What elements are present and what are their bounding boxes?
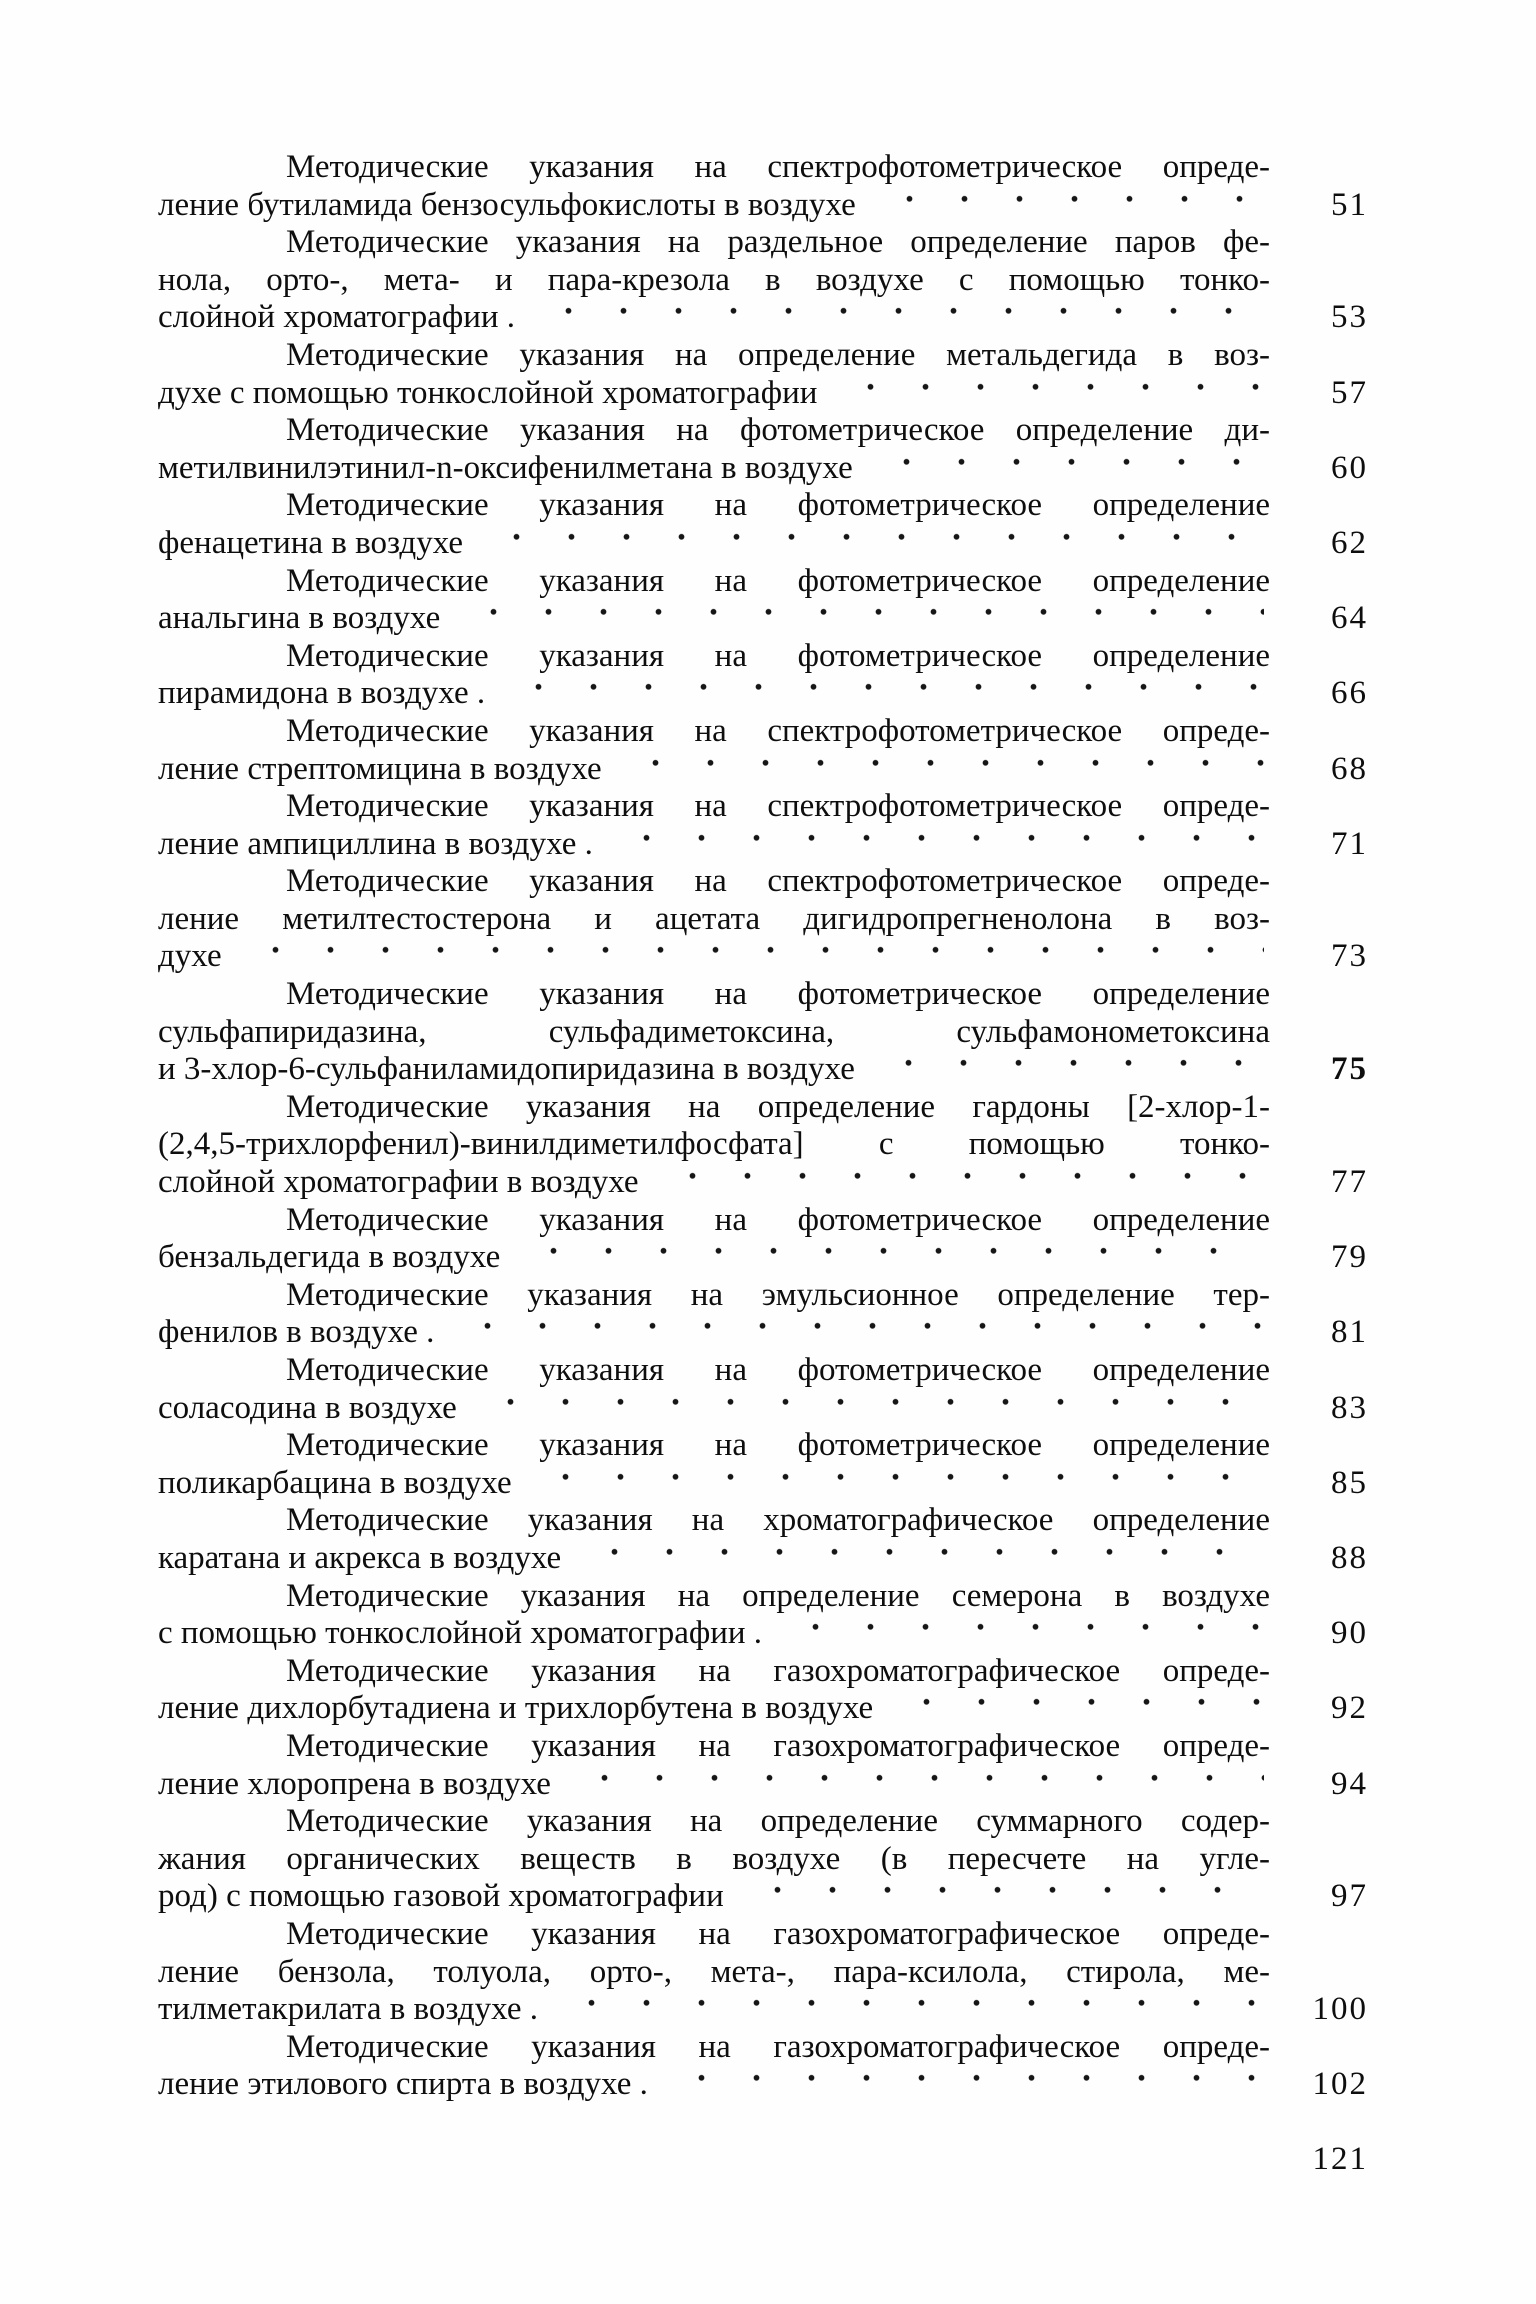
toc-page-number: 79 [1331, 1239, 1368, 1276]
dot-leader [881, 1051, 1264, 1089]
toc-entry [158, 1277, 1368, 1352]
dot-leader [526, 1239, 1264, 1277]
toc-line-text: Методические указания на газохроматографическое опреде- [286, 2028, 1270, 2065]
toc-line [158, 1803, 1270, 1841]
toc-line [158, 713, 1270, 751]
toc-line-text: ление бензола, толуола, орто-, мета-, пара-ксилола, стирола, ме- [158, 1953, 1270, 1990]
toc-line-text: поликарбацина в воздухе [158, 1464, 512, 1501]
toc-line [158, 1878, 1368, 1916]
toc-line [158, 1465, 1368, 1503]
toc-line [158, 262, 1270, 300]
toc-line-text: Методические указания на фотометрическое определение [286, 1427, 1270, 1464]
toc-line-text: с помощью тонкослойной хроматографии . [158, 1615, 763, 1652]
toc-page-number: 83 [1331, 1389, 1368, 1426]
toc-line [158, 938, 1368, 976]
toc-line [158, 299, 1368, 337]
toc-line [158, 1615, 1368, 1653]
toc-line-text: Методические указания на определение семерона в воздухе [286, 1577, 1270, 1614]
toc-page-number: 68 [1331, 750, 1368, 787]
toc-entry [158, 2029, 1368, 2104]
toc [158, 149, 1368, 2178]
toc-page-number: 51 [1331, 186, 1368, 223]
toc-line-text: анальгина в воздухе [158, 600, 441, 637]
toc-line [158, 1277, 1270, 1315]
toc-page-number: 71 [1331, 825, 1368, 862]
toc-line-text: Методические указания на раздельное определение паров фе- [286, 224, 1270, 261]
toc-entry [158, 1202, 1368, 1277]
toc-line [158, 1014, 1270, 1052]
toc-line-text: тилметакрилата в воздухе . [158, 1991, 538, 2028]
dot-leader [466, 600, 1264, 638]
toc-entry [158, 1427, 1368, 1502]
toc-line [158, 375, 1368, 413]
toc-entry [158, 149, 1368, 224]
toc-entry [158, 863, 1368, 976]
toc-line [158, 976, 1270, 1014]
toc-line-text: жания органических веществ в воздухе (в пересчете на угле- [158, 1840, 1270, 1877]
toc-entry [158, 1653, 1368, 1728]
toc-line-text: пирамидона в воздухе . [158, 675, 486, 712]
dot-leader [899, 1690, 1264, 1728]
toc-line-text: каратана и акрекса в воздухе [158, 1539, 562, 1576]
dot-leader [882, 187, 1264, 225]
dot-leader [460, 1314, 1264, 1352]
toc-line [158, 1578, 1270, 1616]
toc-page-number: 60 [1331, 449, 1368, 486]
toc-entry [158, 412, 1368, 487]
toc-line-text: Методические указания на газохроматографическое опреде- [286, 1915, 1270, 1952]
dot-leader [489, 525, 1264, 563]
toc-line [158, 2029, 1270, 2067]
toc-line-text: Методические указания на фотометрическое определение [286, 562, 1270, 599]
toc-page-number: 81 [1331, 1314, 1368, 1351]
toc-line-text: фенилов в воздухе . [158, 1314, 435, 1351]
toc-entry [158, 224, 1368, 337]
toc-line-text: Методические указания на газохроматографическое опреде- [286, 1727, 1270, 1764]
toc-line [158, 788, 1270, 826]
toc-line [158, 1427, 1270, 1465]
dot-leader [577, 1766, 1264, 1804]
toc-line-text: Методические указания на определение метальдегида в воз- [286, 336, 1270, 373]
toc-page-number: 62 [1331, 524, 1368, 561]
toc-page-number: 66 [1331, 675, 1368, 712]
toc-page-number: 97 [1331, 1878, 1368, 1915]
toc-line [158, 1916, 1270, 1954]
toc-line-text: ление этилового спирта в воздухе . [158, 2066, 648, 2103]
toc-line [158, 412, 1270, 450]
toc-line [158, 1690, 1368, 1728]
toc-line [158, 487, 1270, 525]
toc-entry [158, 638, 1368, 713]
toc-line [158, 149, 1270, 187]
toc-line [158, 224, 1270, 262]
toc-entry [158, 1089, 1368, 1202]
toc-line [158, 1390, 1368, 1428]
toc-line-text: слойной хроматографии в воздухе [158, 1164, 639, 1201]
toc-line-text: Методические указания на спектрофотометрическое опреде- [286, 712, 1270, 749]
toc-line [158, 563, 1270, 601]
toc-line-text: Методические указания на фотометрическое определение [286, 637, 1270, 674]
toc-page-number: 57 [1331, 374, 1368, 411]
toc-line [158, 525, 1368, 563]
toc-page-number: 85 [1331, 1464, 1368, 1501]
toc-line [158, 1954, 1270, 1992]
toc-line-text: метилвинилэтинил-n-оксифенилметана в воздухе [158, 449, 853, 486]
toc-line-text: Методические указания на фотометрическое определение [286, 1201, 1270, 1238]
dot-leader [538, 1465, 1264, 1503]
toc-line [158, 675, 1368, 713]
toc-page-number: 94 [1331, 1765, 1368, 1802]
dot-leader [750, 1878, 1264, 1916]
toc-line [158, 638, 1270, 676]
toc-line-text: Методические указания на фотометрическое определение [286, 1352, 1270, 1388]
toc-entry [158, 1728, 1368, 1803]
toc-line-text: Методические указания на фотометрическое определение [286, 976, 1270, 1013]
toc-line-text: сульфапиридазина, сульфадиметоксина, сульфамонометоксина [158, 1013, 1270, 1050]
toc-line [158, 1051, 1368, 1089]
toc-line [158, 1352, 1270, 1390]
toc-page-number: 92 [1331, 1690, 1368, 1727]
toc-line [158, 2066, 1368, 2104]
dot-leader [879, 450, 1264, 488]
toc-line-text: Методические указания на фотометрическое определение ди- [286, 412, 1270, 449]
toc-line [158, 187, 1368, 225]
toc-line [158, 1089, 1270, 1127]
toc-line-text: ление хлоропрена в воздухе [158, 1765, 551, 1802]
toc-entry [158, 1803, 1368, 1916]
toc-line-text: и 3-хлор-6-сульфаниламидопиридазина в воздухе [158, 1051, 855, 1088]
dot-leader [564, 1991, 1264, 2029]
toc-line [158, 600, 1368, 638]
toc-line-text: духе с помощью тонкослойной хроматографии [158, 374, 818, 411]
toc-line-text: Методические указания на определение гардоны [2-хлор-1- [286, 1088, 1270, 1125]
toc-line [158, 1202, 1270, 1240]
toc-line [158, 1991, 1368, 2029]
toc-entry [158, 788, 1368, 863]
toc-line-text: Методические указания на спектрофотометрическое опреде- [286, 149, 1270, 185]
toc-line [158, 1766, 1368, 1804]
toc-entry [158, 1578, 1368, 1653]
toc-line-text: ление дихлорбутадиена и трихлорбутена в воздухе [158, 1690, 874, 1727]
toc-page-number: 53 [1331, 299, 1368, 336]
toc-page-number: 100 [1312, 1991, 1368, 2028]
toc-line-text: род) с помощью газовой хроматографии [158, 1878, 724, 1915]
toc-line [158, 1164, 1368, 1202]
toc-entry [158, 976, 1368, 1089]
folio-page-number: 121 [1312, 2140, 1368, 2177]
toc-line-text: Методические указания на фотометрическое определение [286, 487, 1270, 524]
toc-line-text: ление стрептомицина в воздухе [158, 750, 602, 787]
dot-leader [511, 675, 1264, 713]
toc-line [158, 1502, 1270, 1540]
toc-line-text: духе [158, 938, 222, 975]
toc-line [158, 751, 1368, 789]
toc-line [158, 1314, 1368, 1352]
toc-line [158, 1239, 1368, 1277]
dot-leader [587, 1540, 1264, 1578]
toc-page-number: 90 [1331, 1615, 1368, 1652]
toc-page-number: 102 [1312, 2066, 1368, 2103]
dot-leader [619, 826, 1264, 864]
toc-line [158, 826, 1368, 864]
toc-line-text: Методические указания на спектрофотометрическое опреде- [286, 863, 1270, 900]
dot-leader [674, 2066, 1264, 2104]
toc-page-number: 77 [1331, 1164, 1368, 1201]
toc-line [158, 901, 1270, 939]
toc-line-text: ление бутиламида бензосульфокислоты в воздухе [158, 186, 856, 223]
toc-page-number: 73 [1331, 938, 1368, 975]
dot-leader [483, 1390, 1264, 1428]
toc-page-number: 64 [1331, 600, 1368, 637]
toc-line [158, 1653, 1270, 1691]
toc-line [158, 450, 1368, 488]
toc-line [158, 1841, 1270, 1879]
toc-line-text: (2,4,5-трихлорфенил)-винилдиметилфосфата] с помощью тонко- [158, 1126, 1270, 1163]
toc-line [158, 863, 1270, 901]
toc-line-text: фенацетина в воздухе [158, 524, 464, 561]
toc-line-text: бензальдегида в воздухе [158, 1239, 501, 1276]
toc-entry [158, 1352, 1368, 1427]
toc-line-text: Методические указания на определение суммарного содер- [286, 1803, 1270, 1840]
dot-leader [665, 1164, 1264, 1202]
dot-leader [628, 751, 1264, 789]
toc-line [158, 1126, 1270, 1164]
toc-line-text: Методические указания на эмульсионное определение тер- [286, 1276, 1270, 1313]
dot-leader [788, 1615, 1264, 1653]
toc-line [158, 337, 1270, 375]
toc-line [158, 1728, 1270, 1766]
dot-leader [541, 299, 1264, 337]
toc-entry [158, 1502, 1368, 1577]
toc-entry [158, 337, 1368, 412]
toc-line-text: ление метилтестостерона и ацетата дигидропрегненолона в воз- [158, 900, 1270, 937]
toc-entry [158, 713, 1368, 788]
toc-page-number: 88 [1331, 1539, 1368, 1576]
toc-entry [158, 563, 1368, 638]
toc-line-text: слойной хроматографии . [158, 299, 516, 336]
toc-line-text: нола, орто-, мета- и пара-крезола в воздухе с помощью тонко- [158, 261, 1270, 298]
toc-entry [158, 1916, 1368, 2029]
toc-line [158, 1540, 1368, 1578]
toc-line-text: Методические указания на спектрофотометрическое опреде- [286, 788, 1270, 825]
dot-leader [843, 375, 1264, 413]
toc-line-text: Методические указания на хроматографическое определение [286, 1502, 1270, 1539]
toc-entry [158, 487, 1368, 562]
toc-line-text: соласодина в воздухе [158, 1389, 457, 1426]
toc-page-number: 75 [1331, 1051, 1368, 1088]
toc-line-text: ление ампициллина в воздухе . [158, 825, 593, 862]
toc-line-text: Методические указания на газохроматографическое опреде- [286, 1652, 1270, 1689]
dot-leader [248, 938, 1264, 976]
